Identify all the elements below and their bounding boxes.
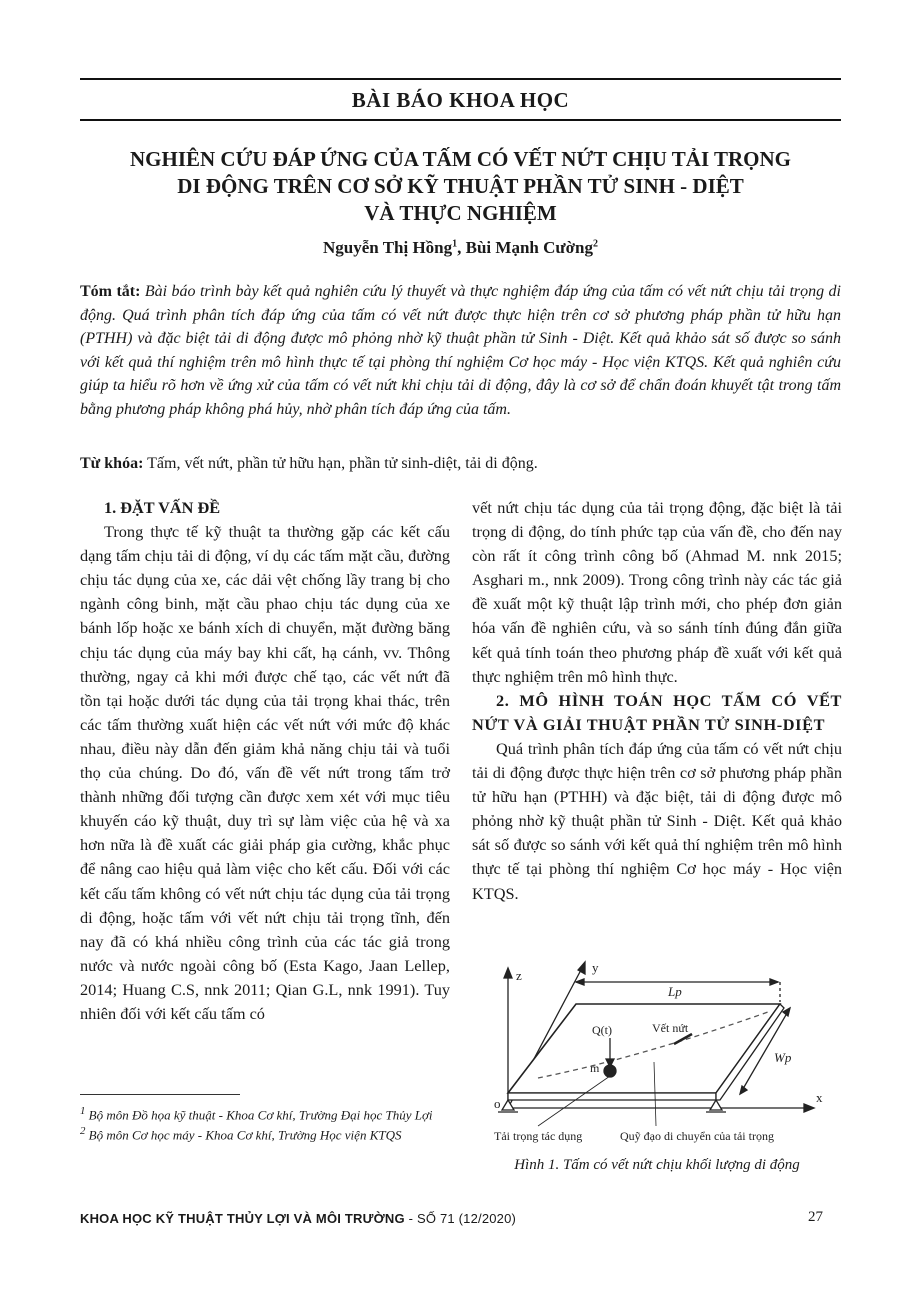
x-axis-arrow <box>804 1104 814 1112</box>
author-1: Nguyễn Thị Hồng <box>323 238 453 257</box>
footnote-2 <box>80 1123 450 1143</box>
moving-mass <box>604 1065 616 1077</box>
label-z: z <box>516 968 522 983</box>
support-left <box>502 1100 514 1110</box>
authors <box>80 238 841 258</box>
lp-arrow-left <box>576 979 584 985</box>
abstract <box>80 280 841 421</box>
plate-front-edge <box>508 1093 716 1100</box>
section-2-paragraph: Quá trình phân tích đáp ứng của tấm có vết nứt chịu tải di động được thực hiện trên cơ sở phương pháp phần tử hữu hạn (PTHH) và đặc biệt, tải di động được mô phỏng nhờ kỹ thuật phần tử Sinh - Diệt. Kết quả khảo sát số được so sánh với kết quả thí nghiệm trên mô hình thực tế tại phòng thí nghiệm Cơ học máy - Học viện KTQS. <box>472 738 842 903</box>
journal-issue: - SỐ 71 (12/2020) <box>404 1211 517 1226</box>
z-axis-arrow <box>504 968 512 978</box>
keywords-text: Tấm, vết nứt, phần tử hữu hạn, phần tử sinh-diệt, tải di động. <box>143 455 538 472</box>
keywords <box>80 455 841 473</box>
title-line-3: VÀ THỰC NGHIỆM <box>364 201 557 225</box>
section-1-paragraph: Trong thực tế kỹ thuật ta thường gặp các kết cấu dạng tấm chịu tải di động, ví dụ các tấm mặt cầu, đường chịu tác dụng của xe, các dải vệt chống lầy trang bị cho ngành công binh, mặt cầu phao chịu tác dụng của xe bánh lốp hoặc xe bánh xích di chuyển, mặt đường băng chịu tác dụng của máy bay khi cất, hạ cánh, vv. Thông thường, ngay cả khi mới được chế tạo, các vết nứt đã tồn tại hoặc dưới tác dụng của tải trọng khai thác, trên các tấm thường xuất hiện các vết nứt với mức độ khác nhau, điều này dẫn đến giảm khả năng chịu tải và tuổi thọ của chúng. Do đó, vấn đề vết nứt trong tấm trở thành những đối tượng cần được xem xét với mục tiêu khuyến cáo kỹ thuật, duy trì sự làm việc của hệ và xa hơn nữa là đề xuất các giải pháp gia cường, khắc phục để nâng cao hiệu quả làm việc cho kết cấu. Đối với các kết cấu tấm không có vết nứt chịu tác dụng của tải trọng di động, hoặc tấm với vết nứt chịu tải trọng tĩnh, đến nay đã có khá nhiều công trình của các tác giả trong nước và nước ngoài công bố (Esta Kago, Jaan Lellep, 2014; Huang C.S, nnk 2011; Qian G.L, nnk 1991). Tuy nhiên đối với kết cấu tấm có <box>80 522 450 1023</box>
footnote-1 <box>80 1103 450 1123</box>
keywords-label: Từ khóa: <box>80 455 144 472</box>
footnote-2-text: Bộ môn Cơ học máy - Khoa Cơ khí, Trường Học viện KTQS <box>85 1127 402 1143</box>
label-o: o <box>494 1096 501 1111</box>
author-2-affiliation: 2 <box>592 238 598 250</box>
section-1-continuation: vết nứt chịu tác dụng của tải trọng động, đặc biệt là tải trọng di động, do tính phức tạp của vấn đề, cho đến nay còn rất ít công trình công bố (Ahmad M. nnk 2015; Asghari m., nnk 2009). Trong công trình này các tác giả đề xuất một kỹ thuật lập trình mới, cho phép đơn giản hóa vấn đề nghiên cứu, và so sánh tính đúng đắn giữa kết quả tính toán theo phương pháp đề xuất với kết quả thực nghiệm trên mô hình thực. <box>472 498 842 686</box>
column-right <box>472 496 842 906</box>
label-y: y <box>592 960 599 975</box>
label-m: m <box>590 1061 600 1075</box>
author-separator: , <box>457 238 466 257</box>
label-q: Q(t) <box>592 1023 612 1037</box>
plate-top <box>508 1004 780 1093</box>
label-path: Quỹ đạo di chuyển của tải trọng <box>620 1129 774 1143</box>
section-2-heading: 2. MÔ HÌNH TOÁN HỌC TẤM CÓ VẾT NỨT VÀ GIẢI THUẬT PHẦN TỬ SINH-DIỆT <box>472 690 842 734</box>
lp-arrow-right <box>770 979 778 985</box>
footnote-1-text: Bộ môn Đồ họa kỹ thuật - Khoa Cơ khí, Trường Đại học Thủy Lợi <box>85 1107 433 1123</box>
footnote-2-number: 2 <box>80 1125 86 1138</box>
title-line-2: DI ĐỘNG TRÊN CƠ SỞ KỸ THUẬT PHẦN TỬ SINH - DIỆT <box>177 174 744 198</box>
figure-plate-diagram <box>478 958 840 1158</box>
footnote-rule <box>80 1094 240 1095</box>
label-x: x <box>816 1090 823 1105</box>
label-wp: Wp <box>774 1050 792 1065</box>
figure-caption: Hình 1. Tấm có vết nứt chịu khối lượng di động <box>514 1157 800 1173</box>
author-1-affiliation: 1 <box>452 238 458 250</box>
journal-footer <box>80 1211 516 1226</box>
footnotes <box>80 1103 450 1144</box>
header-rule-top <box>80 78 841 80</box>
label-load: Tải trọng tác dụng <box>494 1129 583 1143</box>
abstract-text: Bài báo trình bày kết quả nghiên cứu lý thuyết và thực nghiệm đáp ứng của tấm có vết nứt chịu tải trọng di động. Quá trình phân tích đáp ứng của tấm có vết nứt được thực hiện trên cơ sở phương pháp phần tử hữu hạn (PTHH) và đặc biệt tải di động được mô phỏng nhờ kỹ thuật phần tử Sinh - Diệt. Kết quả khảo sát số được so sánh với kết quả thí nghiệm trên mô hình thực tế tại phòng thí nghiệm Cơ học máy - Học viện KTQS. Kết quả nghiên cứu giúp ta hiểu rõ hơn về ứng xử của tấm có vết nứt khi chịu tải di động, đây là cơ sở để chẩn đoán khuyết tật trong tấm bằng phương pháp không phá hủy, nhờ phân tích đáp ứng của tấm. <box>80 283 842 418</box>
label-lp: Lp <box>668 984 682 999</box>
footnote-1-number: 1 <box>80 1105 86 1117</box>
paper-title <box>80 146 841 227</box>
column-left <box>80 496 450 1026</box>
support-right <box>710 1100 722 1110</box>
section-label: BÀI BÁO KHOA HỌC <box>351 88 570 112</box>
wp-arrow-top <box>783 1008 790 1016</box>
author-2: Bùi Mạnh Cường <box>465 238 593 257</box>
label-crack: Vết nứt <box>652 1021 689 1035</box>
title-line-1: NGHIÊN CỨU ĐÁP ỨNG CỦA TẤM CÓ VẾT NỨT CHỊU TẢI TRỌNG <box>130 147 791 171</box>
wp-arrow-bottom <box>740 1086 747 1094</box>
page-number: 27 <box>808 1209 823 1225</box>
header-rule-bottom <box>80 119 841 121</box>
section-1-heading: 1. ĐẶT VẤN ĐỀ <box>104 498 221 517</box>
abstract-label: Tóm tắt: <box>80 283 141 300</box>
journal-name: KHOA HỌC KỸ THUẬT THỦY LỢI VÀ MÔI TRƯỜNG <box>80 1211 405 1226</box>
